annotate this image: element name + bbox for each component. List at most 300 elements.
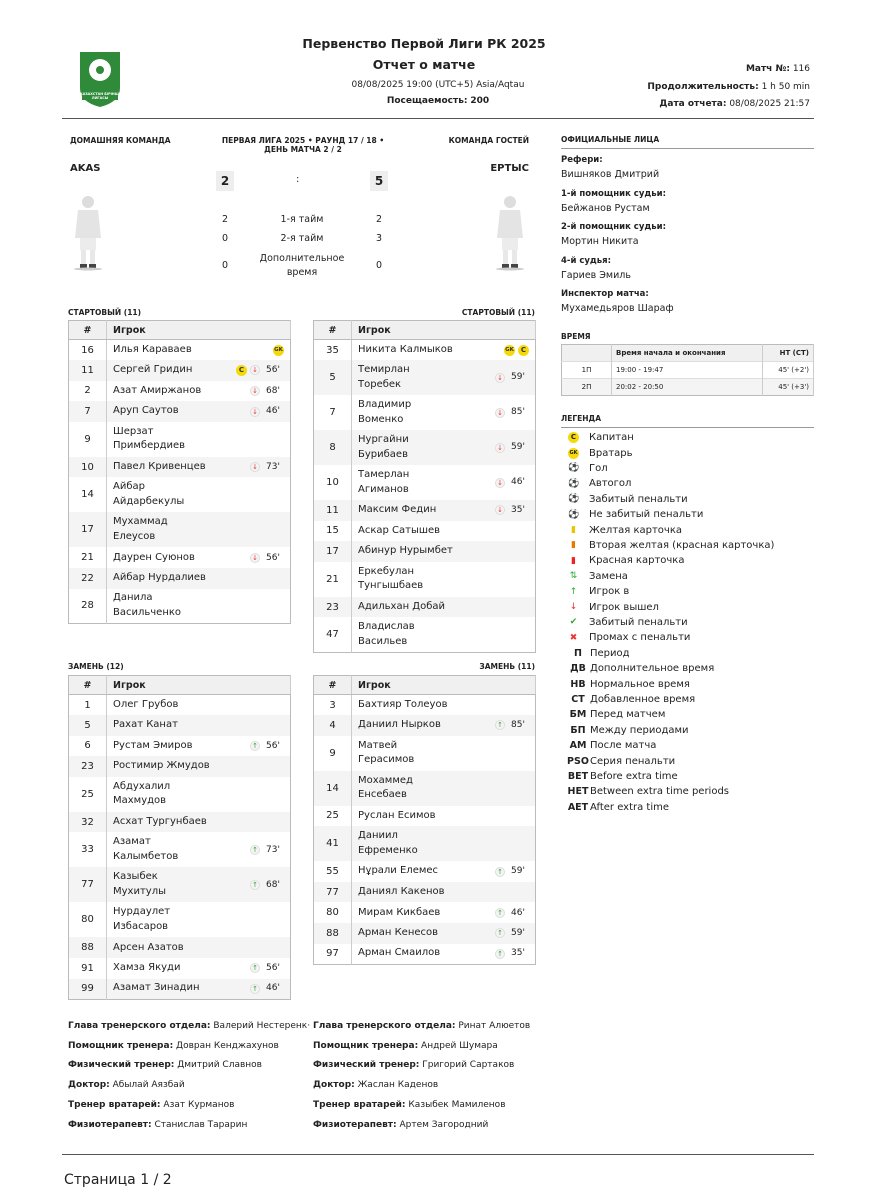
round-info: ПЕРВАЯ ЛИГА 2025 • РАУНД 17 / 18 • ДЕНЬ МАТЧА 2 / 2	[221, 136, 385, 154]
official-role: Рефери:	[561, 155, 603, 165]
away-kit-icon	[492, 194, 528, 270]
legend-item	[566, 584, 629, 599]
legend-item	[566, 646, 630, 661]
sub-minute: 56'	[266, 963, 280, 974]
legend-item	[566, 522, 682, 537]
player-cell	[107, 589, 291, 624]
away-starting-label: СТАРТОВЫЙ (11)	[461, 308, 535, 317]
away-team-name: ЕРТЫС	[490, 163, 529, 174]
time-period: 1П	[562, 362, 612, 379]
player-cell	[352, 395, 536, 430]
captain-icon: C	[568, 432, 579, 443]
sub-minute: 73'	[266, 461, 280, 472]
player-name: Еркебулан Тунгышбаев	[358, 565, 424, 592]
player-number: 47	[314, 617, 352, 652]
legend-item	[566, 707, 665, 722]
player-name: Асхат Тургунбаев	[113, 815, 207, 827]
legend-text: Период	[590, 647, 630, 659]
table-row	[69, 937, 291, 958]
player-cell	[107, 477, 291, 512]
sub-minute: 46'	[511, 907, 525, 918]
table-row	[314, 882, 536, 903]
home-team-name: AKAS	[70, 163, 101, 174]
half1-away: 2	[375, 214, 383, 225]
staff-item	[313, 1060, 541, 1070]
staff-name: Азат Курманов	[160, 1099, 235, 1110]
extra-home: 0	[221, 260, 229, 271]
sub-minute: 68'	[266, 385, 280, 396]
legend-item	[566, 630, 690, 645]
player-out-icon: ↓	[495, 505, 505, 515]
player-name: Даурен Суюнов	[113, 551, 195, 563]
legend-item	[566, 430, 634, 445]
player-number: 91	[69, 958, 107, 979]
player-cell	[107, 457, 291, 478]
staff-role: Тренер вратарей:	[313, 1099, 406, 1110]
time-row	[562, 379, 814, 396]
staff-item	[313, 1100, 541, 1110]
captain-icon: C	[518, 345, 529, 356]
player-name: Хамза Якуди	[113, 962, 181, 974]
time-table	[561, 344, 814, 396]
player-number: 77	[69, 867, 107, 902]
player-badges	[250, 460, 284, 475]
legend-item	[566, 476, 631, 491]
player-out-icon: ↓	[250, 462, 260, 472]
col-number: #	[314, 676, 352, 695]
home-subs-label: ЗАМЕНЬ (12)	[68, 662, 124, 671]
player-number: 41	[314, 826, 352, 861]
staff-item	[68, 1021, 311, 1031]
legend-text: Нормальное время	[590, 678, 690, 690]
player-cell	[352, 430, 536, 465]
player-name: Мухаммад Елеусов	[113, 516, 168, 542]
official-role: 4-й судья:	[561, 255, 612, 266]
player-name: Арсен Азатов	[113, 941, 184, 953]
player-badges	[495, 946, 529, 961]
table-row	[314, 541, 536, 562]
player-in-icon: ↑	[250, 741, 260, 751]
legend-abbr: БП	[570, 724, 586, 736]
player-cell	[107, 867, 291, 902]
table-row	[69, 568, 291, 589]
player-badges	[250, 404, 284, 419]
staff-item	[68, 1120, 296, 1130]
player-cell	[352, 736, 536, 771]
legend-item	[566, 723, 689, 738]
time-range: 19:00 - 19:47	[612, 362, 763, 379]
player-name: Даниял Какенов	[358, 885, 445, 897]
staff-name: Станислав Тарарин	[151, 1119, 248, 1130]
legend-item	[566, 615, 688, 630]
table-row	[314, 736, 536, 771]
table-row	[69, 695, 291, 716]
player-number: 22	[69, 568, 107, 589]
legend-text: Капитан	[589, 432, 634, 444]
table-row	[69, 736, 291, 757]
legend-title: ЛЕГЕНДА	[561, 414, 814, 428]
footer-divider	[62, 1154, 814, 1155]
home-subs-table	[68, 675, 291, 1000]
staff-role: Помощник тренера:	[68, 1040, 174, 1051]
legend-item	[566, 738, 656, 753]
player-number: 10	[314, 465, 352, 500]
col-player: Игрок	[107, 321, 291, 340]
table-row	[69, 902, 291, 937]
player-badges	[504, 345, 529, 356]
player-cell	[352, 771, 536, 806]
official-name: Гариев Эмиль	[561, 269, 631, 281]
player-number: 5	[69, 715, 107, 736]
player-number: 6	[69, 736, 107, 757]
player-cell	[107, 777, 291, 812]
player-cell	[352, 597, 536, 618]
player-number: 2	[69, 381, 107, 402]
table-row	[69, 422, 291, 457]
legend-item	[566, 569, 628, 584]
player-name: Владимир Воменко	[358, 399, 412, 425]
official-name: Мухамедьяров Шараф	[561, 303, 674, 314]
player-in-icon: ↑	[495, 928, 505, 938]
player-number: 80	[314, 902, 352, 923]
table-row	[69, 867, 291, 902]
goalkeeper-icon: GK	[568, 448, 579, 459]
staff-name: Валерий Нестеренк·	[210, 1021, 311, 1031]
player-number: 80	[69, 902, 107, 937]
logo-text: КАЗАХСТАН БІРІНШІ ЛИГАСЫ	[79, 92, 121, 100]
legend-text: Добавленное время	[590, 693, 696, 705]
sub-minute: 56'	[266, 365, 280, 376]
player-out-icon: ↓	[495, 443, 505, 453]
match-duration: Продолжительность: 1 h 50 min	[647, 82, 810, 92]
sub-minute: 59'	[511, 866, 525, 877]
player-cell	[107, 832, 291, 867]
legend-item	[566, 784, 729, 799]
player-in-icon: ↑	[495, 908, 505, 918]
player-out-icon: ↓	[495, 408, 505, 418]
player-badges	[495, 718, 529, 733]
player-name: Абинур Нурымбет	[358, 545, 453, 557]
away-subs-table	[313, 675, 536, 965]
player-number: 32	[69, 812, 107, 833]
staff-role: Тренер вратарей:	[68, 1099, 161, 1110]
legend-item	[566, 692, 695, 707]
player-cell	[107, 902, 291, 937]
table-row	[314, 771, 536, 806]
player-badges	[495, 864, 529, 879]
official-name: Мортин Никита	[561, 236, 639, 247]
player-badges	[250, 981, 284, 996]
staff-item	[313, 1080, 541, 1090]
table-row	[69, 340, 291, 361]
legend-text: Игрок в	[589, 586, 630, 598]
player-in-icon: ↑	[250, 963, 260, 973]
player-number: 7	[69, 401, 107, 422]
legend-text: Гол	[589, 462, 608, 474]
player-badges	[495, 926, 529, 941]
staff-role: Помощник тренера:	[313, 1040, 419, 1051]
table-row	[314, 695, 536, 716]
player-cell	[352, 826, 536, 861]
penalty-check-icon: ✔	[569, 617, 578, 628]
player-number: 23	[69, 756, 107, 777]
away-score: 5	[370, 171, 388, 191]
table-row	[314, 597, 536, 618]
sub-minute: 46'	[266, 983, 280, 994]
staff-name: Андрей Шумара	[418, 1040, 498, 1051]
player-in-icon: ↑	[250, 845, 260, 855]
col-player: Игрок	[352, 676, 536, 695]
col-number: #	[69, 676, 107, 695]
player-number: 25	[69, 777, 107, 812]
player-cell	[107, 958, 291, 979]
player-badges	[250, 384, 284, 399]
player-name: Нургайни Бурибаев	[358, 434, 409, 460]
player-cell	[107, 736, 291, 757]
staff-name: Артем Загородний	[396, 1119, 489, 1130]
attendance: Посещаемость: 200	[386, 96, 490, 106]
player-cell	[352, 695, 536, 716]
legend-item	[566, 800, 669, 815]
player-cell	[352, 923, 536, 944]
table-row	[314, 465, 536, 500]
legend-abbr: СТ	[571, 693, 585, 705]
table-row	[69, 477, 291, 512]
yellow-card-icon: ▮	[571, 525, 576, 536]
player-name: Арман Кенесов	[358, 927, 439, 939]
sub-minute: 56'	[266, 740, 280, 751]
player-cell	[352, 861, 536, 882]
legend-text: Желтая карточка	[589, 524, 682, 536]
player-number: 9	[314, 736, 352, 771]
legend-text: Между периодами	[590, 724, 689, 736]
table-row	[69, 457, 291, 478]
staff-name: Довран Кенджахунов	[173, 1040, 279, 1051]
player-number: 25	[314, 806, 352, 827]
table-row	[314, 340, 536, 361]
extra-label: Дополнительное время	[259, 253, 345, 278]
player-cell	[352, 715, 536, 736]
player-cell	[107, 715, 291, 736]
player-in-icon: ↑	[495, 949, 505, 959]
player-in-icon: ↑	[495, 720, 505, 730]
legend-item	[566, 676, 690, 691]
time-ht: 45' (+3')	[763, 379, 814, 396]
sub-minute: 35'	[511, 505, 525, 516]
player-cell	[107, 360, 291, 381]
player-number: 9	[69, 422, 107, 457]
half2-away: 3	[375, 233, 383, 244]
player-cell	[107, 695, 291, 716]
table-row	[314, 395, 536, 430]
player-number: 88	[314, 923, 352, 944]
player-name: Айбар Нурдалиев	[113, 572, 206, 584]
table-row	[314, 360, 536, 395]
player-name: Никита Калмыков	[358, 343, 453, 355]
legend-text: Перед матчем	[590, 709, 666, 721]
player-badges	[495, 503, 529, 518]
time-title: ВРЕМЯ	[561, 332, 814, 346]
staff-name: Ринат Алюетов	[455, 1021, 531, 1031]
legend-abbr: БМ	[569, 709, 587, 721]
player-name: Арман Смаилов	[358, 947, 441, 959]
player-number: 14	[69, 477, 107, 512]
sub-minute: 73'	[266, 844, 280, 855]
sub-minute: 46'	[511, 477, 525, 488]
table-row	[69, 979, 291, 1000]
own-goal-icon: ⚽	[568, 478, 580, 489]
player-name: Нұрали Елемес	[358, 865, 439, 877]
staff-name: Дмитрий Славнов	[174, 1060, 262, 1071]
legend-text: Забитый пенальти	[589, 616, 688, 628]
time-col-period	[562, 345, 612, 362]
player-number: 21	[69, 547, 107, 568]
goalkeeper-icon: GK	[504, 345, 515, 356]
player-cell	[107, 568, 291, 589]
sub-minute: 35'	[511, 948, 525, 959]
player-badges	[250, 739, 284, 754]
staff-item	[68, 1041, 296, 1051]
table-row	[314, 902, 536, 923]
player-number: 4	[314, 715, 352, 736]
player-number: 35	[314, 340, 352, 361]
sub-minute: 59'	[511, 442, 525, 453]
player-badges	[273, 345, 284, 356]
col-player: Игрок	[352, 321, 536, 340]
legend-text: После матча	[590, 740, 657, 752]
player-cell	[352, 562, 536, 597]
legend-item	[566, 753, 675, 768]
player-number: 10	[69, 457, 107, 478]
player-badges	[495, 906, 529, 921]
table-row	[69, 812, 291, 833]
player-name: Мохаммед Енсебаев	[358, 774, 413, 801]
table-row	[69, 958, 291, 979]
table-row	[69, 547, 291, 568]
col-number: #	[69, 321, 107, 340]
staff-name: Абылай Аязбай	[109, 1080, 185, 1091]
player-cell	[107, 381, 291, 402]
legend-text: Промах с пенальти	[589, 632, 691, 644]
legend-item	[566, 507, 703, 522]
player-name: Максим Федин	[358, 504, 437, 516]
match-number: Матч №: 116	[745, 64, 810, 74]
player-number: 17	[314, 541, 352, 562]
time-period: 2П	[562, 379, 612, 396]
player-number: 77	[314, 882, 352, 903]
penalty-miss-icon: ✖	[569, 632, 578, 643]
legend-item	[566, 492, 688, 507]
staff-item	[68, 1080, 296, 1090]
time-row	[562, 362, 814, 379]
red-card-icon: ▮	[571, 555, 576, 566]
player-name: Казыбек Мухитулы	[113, 871, 166, 897]
half1-label: 1-я тайм	[280, 214, 324, 225]
player-badges	[250, 878, 284, 893]
player-cell	[352, 617, 536, 652]
goalkeeper-icon: GK	[273, 345, 284, 356]
player-name: Даниил Нырков	[358, 719, 441, 731]
official-name: Вишняков Дмитрий	[561, 169, 660, 180]
home-starting-label: СТАРТОВЫЙ (11)	[68, 308, 142, 317]
player-cell	[352, 944, 536, 965]
player-name: Рахат Канат	[113, 719, 178, 731]
sub-minute: 85'	[511, 407, 525, 418]
staff-role: Физический тренер:	[68, 1060, 175, 1071]
table-row	[69, 756, 291, 777]
goal-icon: ⚽	[568, 463, 580, 474]
table-row	[69, 381, 291, 402]
player-in-icon: ↑	[250, 880, 260, 890]
table-row	[69, 401, 291, 422]
legend-text: Игрок вышел	[589, 601, 659, 613]
staff-role: Доктор:	[68, 1080, 110, 1091]
legend-text: Before extra time	[590, 770, 678, 782]
substitution-icon: ⇅	[569, 571, 578, 582]
table-row	[69, 777, 291, 812]
legend-item	[566, 769, 678, 784]
player-badges	[250, 551, 284, 566]
col-player: Игрок	[107, 676, 291, 695]
staff-name: Жаслан Каденов	[354, 1080, 439, 1091]
player-name: Павел Кривенцев	[113, 460, 206, 472]
half2-home: 0	[221, 233, 229, 244]
player-number: 11	[69, 360, 107, 381]
player-cell	[352, 465, 536, 500]
player-name: Мирам Кикбаев	[358, 906, 441, 918]
table-row	[314, 923, 536, 944]
player-name: Темирлан Торебек	[358, 364, 410, 390]
player-badges	[495, 370, 529, 385]
table-row	[314, 617, 536, 652]
legend-text: Дополнительное время	[590, 663, 715, 675]
legend-abbr: AET	[567, 801, 589, 813]
official-role: 1-й помощник судьи:	[561, 188, 666, 199]
penalty-missed-icon: ⚽	[568, 509, 580, 520]
table-row	[314, 715, 536, 736]
staff-role: Глава тренерского отдела:	[68, 1021, 211, 1031]
player-number: 23	[314, 597, 352, 618]
player-badges	[250, 961, 284, 976]
table-row	[69, 832, 291, 867]
staff-name: Казыбек Мамиленов	[405, 1099, 506, 1110]
player-cell	[352, 360, 536, 395]
player-cell	[352, 521, 536, 542]
score-separator: :	[296, 174, 300, 185]
staff-item	[313, 1021, 541, 1031]
player-cell	[107, 812, 291, 833]
player-number: 88	[69, 937, 107, 958]
player-number: 97	[314, 944, 352, 965]
player-number: 33	[69, 832, 107, 867]
header-divider	[62, 118, 814, 119]
player-number: 7	[314, 395, 352, 430]
home-team-label: ДОМАШНЯЯ КОМАНДА	[70, 136, 171, 145]
player-name: Тамерлан Агиманов	[358, 469, 410, 495]
player-name: Азамат Зинадин	[113, 982, 200, 994]
table-row	[314, 500, 536, 521]
player-name: Рустам Эмиров	[113, 739, 193, 751]
player-cell	[352, 500, 536, 521]
player-out-icon: ↓	[250, 553, 260, 563]
player-cell	[107, 422, 291, 457]
sub-minute: 85'	[511, 720, 525, 731]
player-name: Олег Грубов	[113, 698, 179, 710]
sub-minute: 46'	[266, 406, 280, 417]
sub-minute: 68'	[266, 879, 280, 890]
player-name: Илья Караваев	[113, 343, 192, 355]
staff-item	[68, 1060, 296, 1070]
